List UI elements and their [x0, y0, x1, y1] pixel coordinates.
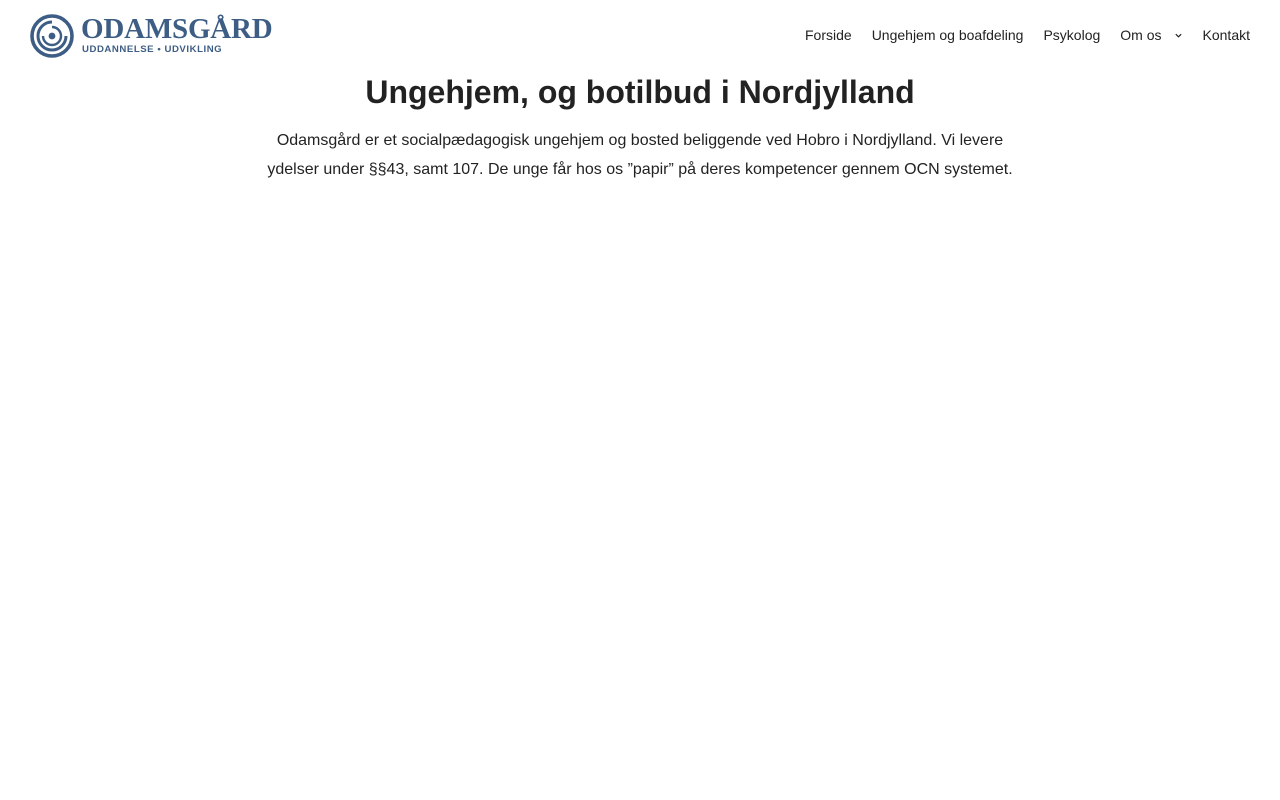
- nav-item-ungehjem[interactable]: [872, 24, 1024, 46]
- nav-item-label: Psykolog: [1043, 27, 1101, 43]
- nav-item-label: Om os: [1120, 27, 1162, 43]
- hero-section: [0, 70, 1280, 184]
- logo-wordmark: ODAMSGÅRD: [81, 13, 273, 45]
- main-nav: [805, 24, 1250, 46]
- chevron-down-icon[interactable]: [1174, 31, 1183, 40]
- logo-tagline: UDDANNELSE • UDVIKLING: [82, 44, 223, 55]
- site-logo[interactable]: [30, 13, 273, 58]
- spiral-logo-icon: [30, 14, 74, 58]
- nav-item-kontakt[interactable]: [1203, 24, 1250, 46]
- intro-text: Odamsgård er et socialpædagogisk ungehjem og bosted beliggende ved Hobro i Nordjylland. Vi levere ydelser under §§43, samt 107. De unge får hos os ”papir” på deres kompetencer gennem OCN systemet.: [267, 132, 1013, 178]
- nav-item-om-os[interactable]: [1120, 24, 1182, 46]
- nav-item-psykolog[interactable]: [1043, 24, 1100, 46]
- nav-item-label: Ungehjem og boafdeling: [871, 27, 1024, 43]
- nav-item-label: Kontakt: [1202, 27, 1250, 43]
- nav-item-forside[interactable]: [805, 24, 852, 46]
- nav-item-label: Forside: [805, 27, 852, 43]
- page-title: Ungehjem, og botilbud i Nordjylland: [365, 74, 915, 110]
- site-header: [0, 0, 1280, 70]
